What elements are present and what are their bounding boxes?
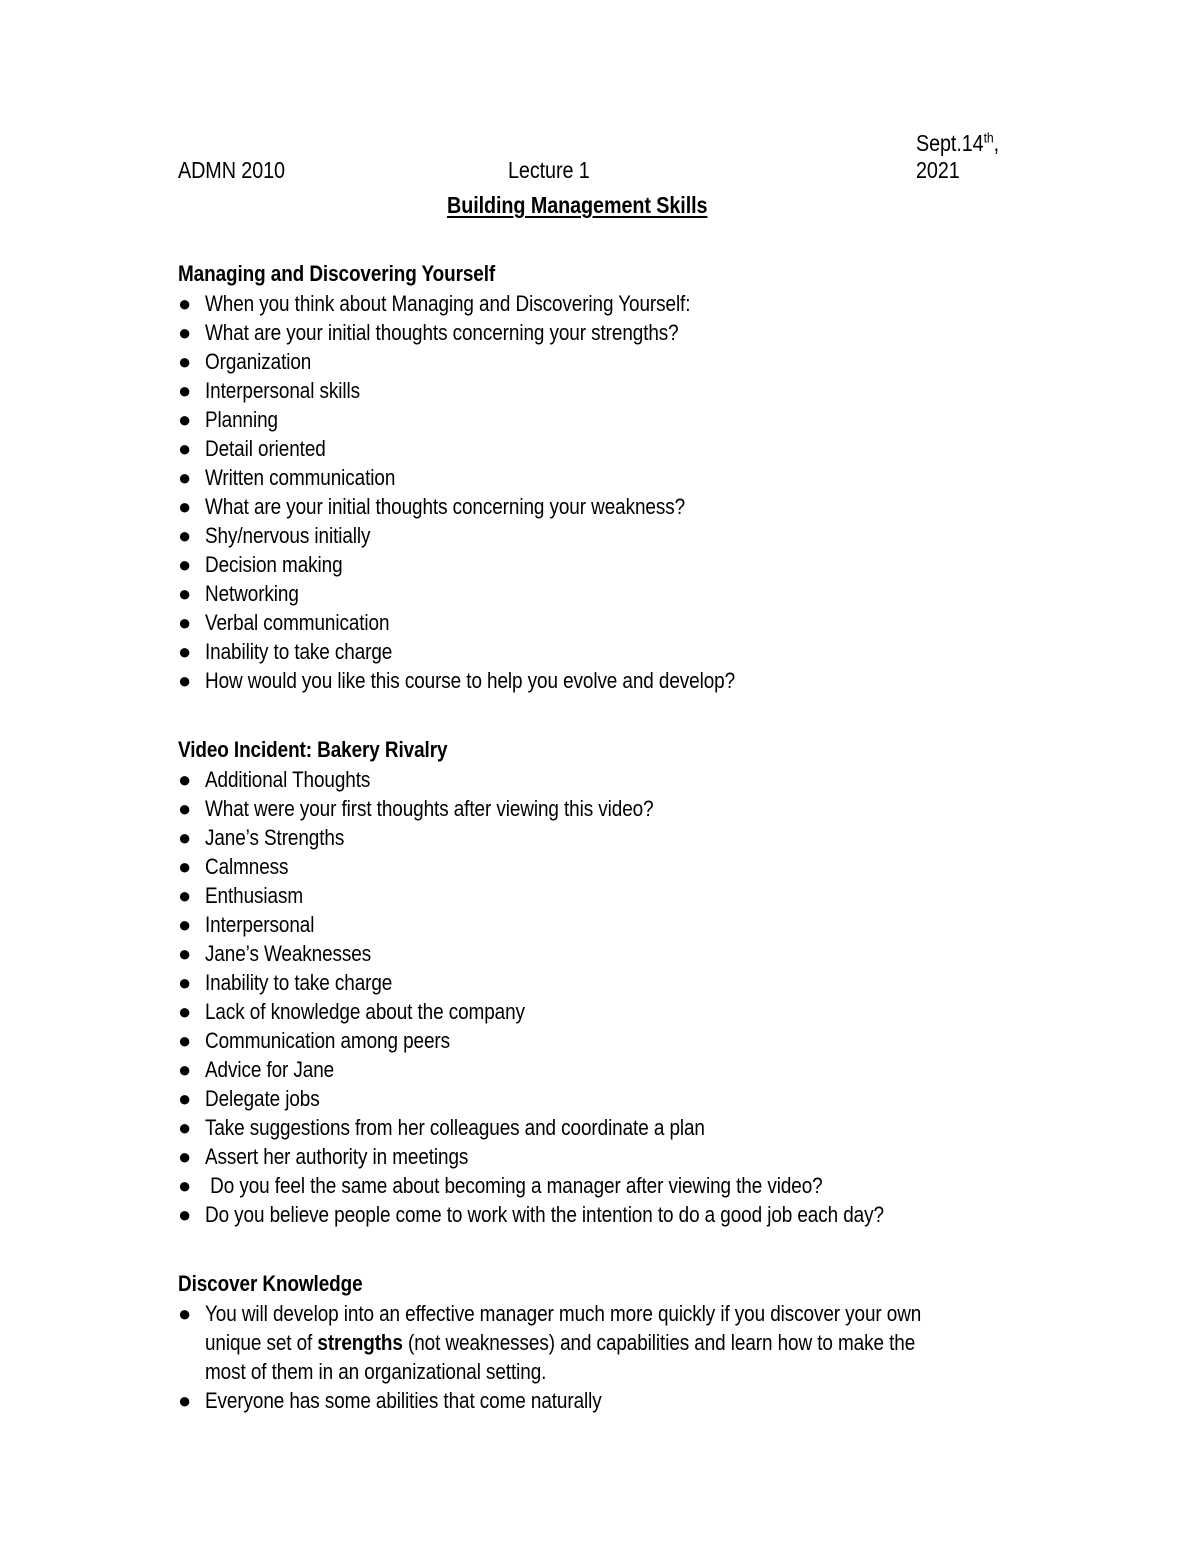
lecture-label [508,157,838,184]
list-item-text [205,1142,1040,1171]
list-item-content: Jane’s Weaknesses [205,941,372,966]
list-item-content: Shy/nervous initially [205,523,371,548]
list-item-content: Enthusiasm [205,883,303,908]
list-item-text [205,1026,1040,1055]
bullet-icon: ● [178,1388,192,1413]
list-item [178,1055,1040,1084]
list-item-content: Detail oriented [205,436,326,461]
list-item-text [205,939,1040,968]
list-item-content: What were your first thoughts after viewing this video? [205,796,654,821]
list-item-text [205,1299,1040,1386]
list-item-content: Everyone has some abilities that come naturally [205,1388,602,1413]
list-item-text [205,765,1040,794]
bullet-list [178,765,1040,1229]
section-heading [178,1269,1040,1299]
bullet-icon: ● [178,999,192,1024]
text-run: You will develop into an effective manager much more quickly if you discover your own unique set of [205,1301,922,1355]
document-date [838,130,1040,184]
list-item [178,1026,1040,1055]
list-item [178,637,1040,666]
list-item-content: Planning [205,407,278,432]
bullet-icon: ● [178,941,192,966]
list-item-text [205,666,1040,695]
list-item [178,550,1040,579]
list-item-text [205,289,1040,318]
list-item-content: Do you feel the same about becoming a manager after viewing the video? [205,1173,823,1198]
bullet-icon: ● [178,825,192,850]
bullet-icon: ● [178,1115,192,1140]
list-item [178,939,1040,968]
bullet-icon: ● [178,436,192,461]
section-heading-text: Discover Knowledge [178,1271,363,1296]
list-item-content: How would you like this course to help you evolve and develop? [205,668,736,693]
list-item [178,579,1040,608]
list-item-content: Lack of knowledge about the company [205,999,525,1024]
list-item-content: Additional Thoughts [205,767,371,792]
bullet-list [178,289,1040,695]
list-item-text [205,637,1040,666]
list-item-text [205,434,1040,463]
list-item-content: Delegate jobs [205,1086,320,1111]
page-title-text: Building Management Skills [446,192,708,218]
bullet-icon: ● [178,1086,192,1111]
list-item-text [205,492,1040,521]
list-item-content: Verbal communication [205,610,390,635]
section-heading-text: Managing and Discovering Yourself [178,261,496,286]
list-item-text [205,376,1040,405]
bullet-icon: ● [178,407,192,432]
bullet-icon: ● [178,1202,192,1227]
bullet-icon: ● [178,378,192,403]
list-item-content: Advice for Jane [205,1057,335,1082]
list-item-text [205,1055,1040,1084]
date-main: Sept.14 [916,130,984,156]
bullet-icon: ● [178,349,192,374]
list-item-text [205,318,1040,347]
bullet-list [178,1299,1040,1415]
list-item-text [205,968,1040,997]
document-header [178,130,1040,183]
list-item [178,1386,1040,1415]
list-item-text [205,521,1040,550]
list-item-text [205,550,1040,579]
list-item [178,794,1040,823]
list-item-text [205,579,1040,608]
list-item-text [205,1386,1040,1415]
list-item [178,405,1040,434]
list-item-text [205,463,1040,492]
lecture-label-text: Lecture 1 [508,157,590,183]
list-item-content: Inability to take charge [205,639,393,664]
list-item-text [205,1171,1040,1200]
list-item [178,881,1040,910]
date-year: , 2021 [916,130,1000,183]
bullet-icon: ● [178,912,192,937]
section-heading-text: Video Incident: Bakery Rivalry [178,737,448,762]
list-item-content: Communication among peers [205,1028,450,1053]
list-item-text [205,1113,1040,1142]
bullet-icon: ● [178,639,192,664]
list-item-text [205,608,1040,637]
bullet-icon: ● [178,1301,192,1326]
date-ordinal-suffix: th [983,130,994,147]
list-item-content: Interpersonal skills [205,378,360,403]
list-item [178,765,1040,794]
list-item [178,910,1040,939]
page-title [178,192,1040,219]
bullet-icon: ● [178,767,192,792]
bullet-icon: ● [178,523,192,548]
bullet-icon: ● [178,291,192,316]
document-body [178,259,1040,1415]
course-code-text: ADMN 2010 [178,157,285,183]
list-item [178,347,1040,376]
list-item-text [205,997,1040,1026]
course-code [178,157,508,184]
list-item [178,1142,1040,1171]
list-item [178,492,1040,521]
emphasis-text: strengths [317,1330,403,1355]
list-item [178,823,1040,852]
list-item-text [205,794,1040,823]
section [178,259,1040,695]
list-item [178,1113,1040,1142]
list-item-content: Assert her authority in meetings [205,1144,469,1169]
bullet-icon: ● [178,465,192,490]
bullet-icon: ● [178,854,192,879]
bullet-icon: ● [178,883,192,908]
list-item-content: Interpersonal [205,912,315,937]
section-heading [178,735,1040,765]
list-item [178,1200,1040,1229]
list-item-text [205,910,1040,939]
list-item [178,1171,1040,1200]
list-item-content: Jane’s Strengths [205,825,345,850]
bullet-icon: ● [178,796,192,821]
list-item-content: What are your initial thoughts concerning your strengths? [205,320,679,345]
section [178,1269,1040,1415]
document-date-text [916,130,1023,184]
list-item [178,521,1040,550]
section-heading [178,259,1040,289]
list-item [178,608,1040,637]
list-item-content: Calmness [205,854,289,879]
bullet-icon: ● [178,970,192,995]
list-item [178,376,1040,405]
list-item [178,1084,1040,1113]
list-item-content [205,1299,923,1386]
list-item [178,434,1040,463]
bullet-icon: ● [178,552,192,577]
list-item-content: Decision making [205,552,343,577]
list-item [178,463,1040,492]
bullet-icon: ● [178,1144,192,1169]
bullet-icon: ● [178,494,192,519]
list-item-text [205,1084,1040,1113]
list-item-text [205,1200,1040,1229]
list-item-content: When you think about Managing and Discovering Yourself: [205,291,691,316]
list-item-text [205,852,1040,881]
list-item [178,1299,1040,1386]
text-run: (not weaknesses) and capabilities and learn how to make the most of them in an organizational setting. [205,1330,916,1384]
list-item [178,852,1040,881]
list-item-text [205,881,1040,910]
list-item-text [205,405,1040,434]
bullet-icon: ● [178,1028,192,1053]
bullet-icon: ● [178,1057,192,1082]
bullet-icon: ● [178,610,192,635]
list-item-text [205,823,1040,852]
list-item-content: Networking [205,581,299,606]
list-item-content: Take suggestions from her colleagues and coordinate a plan [205,1115,705,1140]
section [178,735,1040,1229]
list-item [178,666,1040,695]
list-item [178,318,1040,347]
list-item [178,289,1040,318]
list-item-content: Organization [205,349,312,374]
list-item-content: Inability to take charge [205,970,393,995]
list-item-content: What are your initial thoughts concerning your weakness? [205,494,686,519]
list-item [178,968,1040,997]
bullet-icon: ● [178,581,192,606]
bullet-icon: ● [178,1173,192,1198]
bullet-icon: ● [178,320,192,345]
list-item [178,997,1040,1026]
list-item-text [205,347,1040,376]
list-item-content: Written communication [205,465,396,490]
bullet-icon: ● [178,668,192,693]
list-item-content: Do you believe people come to work with the intention to do a good job each day? [205,1202,884,1227]
